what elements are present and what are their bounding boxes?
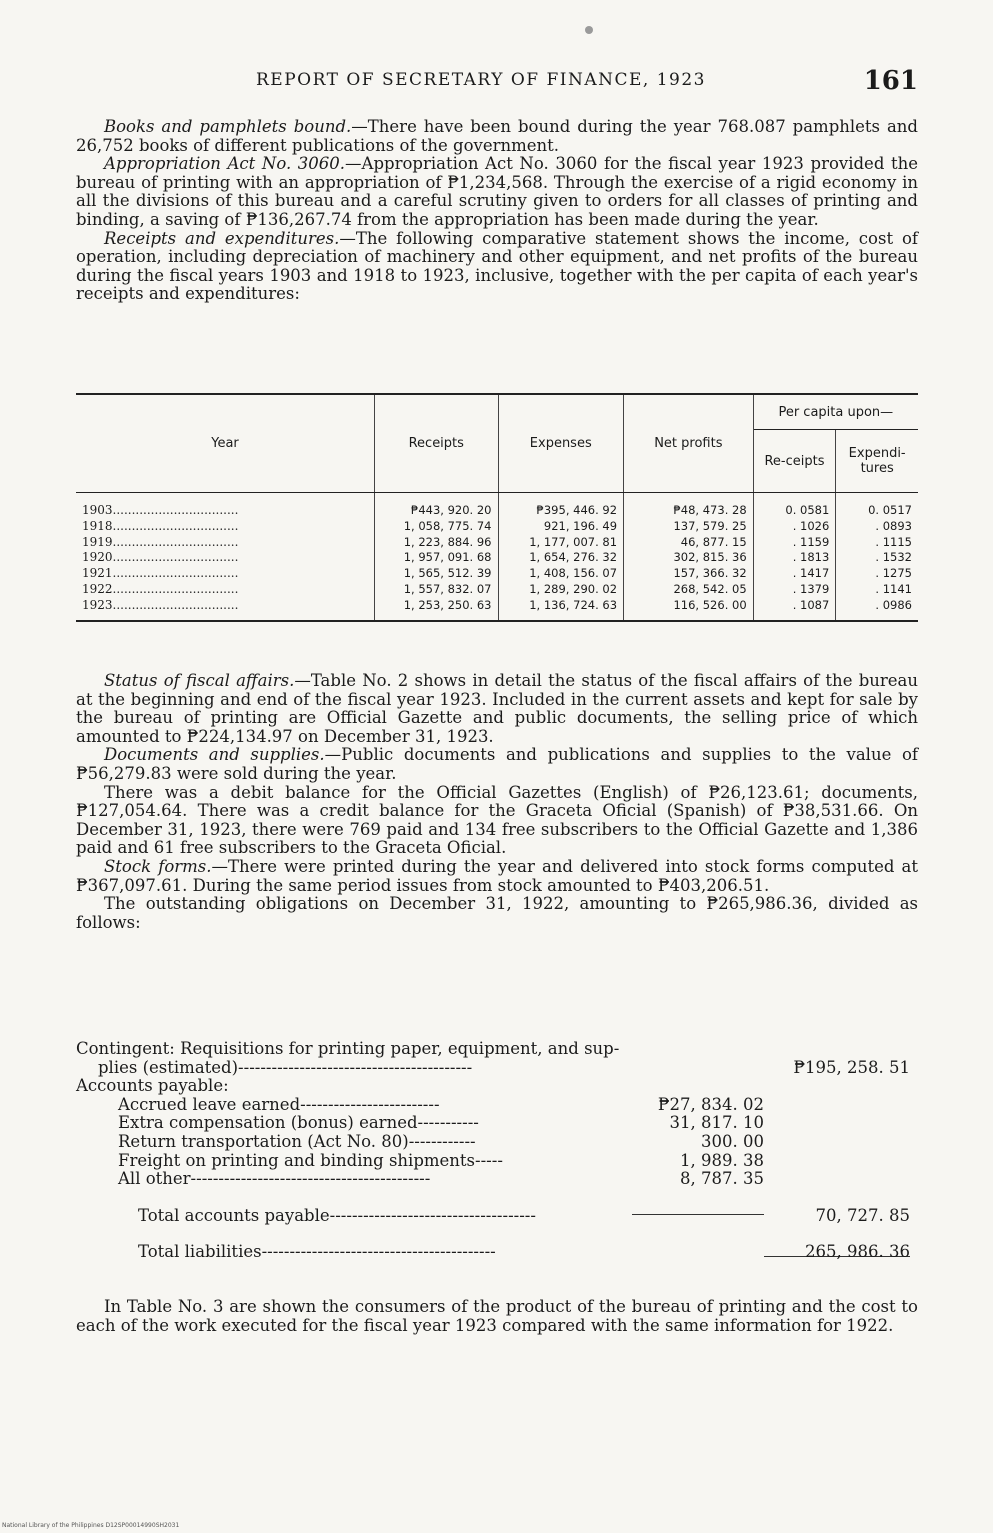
ledger-item-label: Freight on printing and binding shipments----- — [118, 1150, 503, 1170]
col-pc-expenditures: Expendi-tures — [836, 430, 918, 493]
cell-receipts: ₱443, 920. 20 1, 058, 775. 74 1, 223, 884. 96 1, 957, 091. 68 1, 565, 512. 39 1, 557, 832. 07 1, 253, 250. 63 — [375, 493, 498, 621]
total-liabilities-label: Total liabilities------------------------------------------ — [138, 1242, 496, 1262]
ledger-item — [76, 1152, 918, 1171]
paragraph-outstanding: The outstanding obligations on December 31, 1922, amounting to ₱265,986.36, divided as follows: — [76, 894, 918, 932]
cell-pc-expenditures: 0. 0517 . 0893 . 1115 . 1532 . 1275 . 1141 . 0986 — [868, 503, 912, 612]
ledger-item-label: All other------------------------------------------- — [118, 1169, 431, 1189]
contingent-amount: ₱195, 258. 51 — [793, 1057, 910, 1077]
col-receipts: Receipts — [375, 394, 498, 493]
status-text: —Table No. 2 shows in detail the status of the fiscal affairs of the bureau at the beginning and end of the fiscal year 1923. Included in the current assets and kept for sale by the bureau of printing are Official Gazette and public documents, the selling price of which amounted to ₱224,134.97 on December 31, 1923. — [76, 671, 918, 746]
total-liabilities-amount: 265, 986. 36 — [805, 1242, 910, 1262]
paragraph-documents — [76, 746, 918, 783]
paragraph-appropriation — [76, 155, 918, 229]
appropriation-text: —Appropriation Act No. 3060 for the fiscal year 1923 provided the bureau of printing with an appropriation of ₱1,234,568. Through the exercise of a rigid economy in all the divisions of this bureau and a careful scrutiny given to orders for all classes of printing and binding, a saving of ₱136,267.74 from the appropriation has been made during the year. — [76, 154, 919, 229]
ledger-item — [76, 1096, 918, 1115]
total-ap-amount: 70, 727. 85 — [815, 1205, 910, 1225]
ledger-item — [76, 1133, 918, 1152]
closing-section — [76, 1298, 918, 1335]
liabilities-ledger — [76, 1040, 918, 1262]
intro-section — [76, 118, 918, 304]
ledger-item-amount: 300. 00 — [701, 1131, 764, 1151]
contingent-label-2: plies (estimated)------------------------------------------ — [98, 1057, 473, 1077]
paragraph-books — [76, 118, 918, 155]
ledger-row-total-ap — [76, 1207, 918, 1226]
cell-pc-receipts: 0. 0581 . 1026 . 1159 . 1813 . 1417 . 1379 . 1087 — [753, 493, 836, 621]
col-per-capita: Per capita upon— — [753, 394, 918, 430]
ledger-row-accounts-payable — [76, 1077, 918, 1096]
ledger-item-amount: ₱27, 834. 02 — [657, 1094, 764, 1114]
books-text: —There have been bound during the year 768.087 pamphlets and 26,752 books of different publications of the government. — [76, 117, 918, 155]
ledger-item — [76, 1114, 918, 1133]
documents-text: —Public documents and publications and supplies to the value of ₱56,279.83 were sold during the year. — [76, 745, 918, 783]
ledger-item-amount: 1, 989. 38 — [680, 1150, 764, 1170]
appropriation-heading: Appropriation Act No. 3060. — [104, 154, 346, 174]
status-section — [76, 672, 918, 932]
stock-heading: Stock forms. — [104, 856, 212, 876]
receipts-text: —The following comparative statement shows the income, cost of operation, including depreciation of machinery and other equipment, and net profits of the bureau during the fiscal years 1903 and 1918 to 1923, inclusive, together with the per capita of each year's receipts and expenditures: — [76, 228, 918, 304]
col-year: Year — [76, 394, 375, 493]
documents-heading: Documents and supplies. — [104, 745, 325, 765]
ledger-item-amount: 8, 787. 35 — [680, 1169, 764, 1189]
ledger-item-label: Extra compensation (bonus) earned----------- — [118, 1113, 479, 1133]
col-expenses: Expenses — [498, 394, 624, 493]
page-header — [76, 66, 918, 106]
paragraph-receipts — [76, 230, 918, 304]
paragraph-stock — [76, 858, 918, 895]
cell-net-profits: ₱48, 473. 28 137, 579. 25 46, 877. 15 302, 815. 36 157, 366. 32 268, 542. 05 116, 526. 00 — [624, 493, 754, 621]
paragraph-status — [76, 672, 918, 746]
paragraph-closing: In Table No. 3 are shown the consumers of the product of the bureau of printing and the cost to each of the work executed for the fiscal year 1923 compared with the same information for 1922. — [76, 1297, 918, 1335]
ledger-item-amount: 31, 817. 10 — [669, 1113, 764, 1133]
ledger-item — [76, 1170, 918, 1189]
ledger-row-contingent-1 — [76, 1040, 918, 1059]
running-title: REPORT OF SECRETARY OF FINANCE, 1923 — [256, 70, 706, 90]
books-heading: Books and pamphlets bound. — [104, 117, 352, 136]
paragraph-debit: There was a debit balance for the Official Gazettes (English) of ₱26,123.61; documents, ₱127,054.64. There was a credit balance for the Graceta Oficial (Spanish) of ₱38,531.66. On December 31, 1923, there were 769 paid and 134 free subscribers to the Official Gazette and 1,386 paid and 61 free subscribers to the Graceta Oficial. — [76, 782, 918, 858]
page-number: 161 — [863, 66, 918, 96]
archive-footer: National Library of the Philippines D12SP00014990SH2031 — [2, 1522, 180, 1529]
table-body — [76, 493, 918, 621]
cell-expenses: ₱395, 446. 92 921, 196. 49 1, 177, 007. 81 1, 654, 276. 32 1, 408, 156. 07 1, 289, 290. 02 1, 136, 724. 63 — [498, 493, 624, 621]
ledger-row-contingent-2 — [76, 1059, 918, 1078]
accounts-payable-label: Accounts payable: — [76, 1076, 229, 1096]
ledger-row-total-liabilities — [76, 1243, 918, 1262]
col-pc-receipts: Re-ceipts — [753, 430, 836, 493]
ink-speck — [585, 26, 593, 34]
contingent-label-1: Contingent: Requisitions for printing paper, equipment, and sup- — [76, 1039, 620, 1058]
receipts-heading: Receipts and expenditures. — [104, 228, 340, 248]
status-heading: Status of fiscal affairs. — [104, 671, 295, 690]
total-ap-label: Total accounts payable------------------------------------- — [138, 1205, 536, 1225]
col-net-profits: Net profits — [624, 394, 754, 493]
cell-years: 1903................................. 1918................................. 1919................................. 1920................................. 1921................................. 1922................................. 1923................................. — [76, 493, 375, 621]
receipts-table — [76, 393, 918, 622]
ledger-item-label: Accrued leave earned------------------------- — [118, 1094, 440, 1114]
stock-text: —There were printed during the year and delivered into stock forms computed at ₱367,097.61. During the same period issues from stock amounted to ₱403,206.51. — [76, 856, 919, 895]
ledger-item-label: Return transportation (Act No. 80)------------ — [118, 1131, 476, 1151]
